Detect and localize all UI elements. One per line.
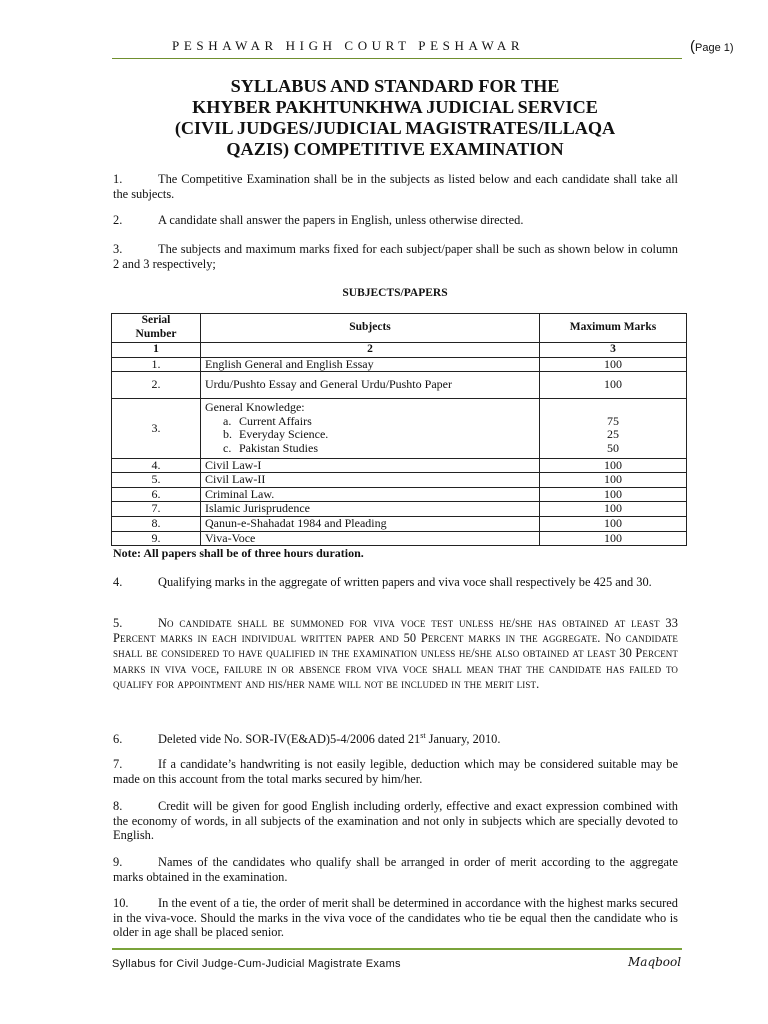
serial-cell: 4.	[112, 458, 201, 473]
subitem-marks: 75	[607, 413, 619, 428]
subject-cell: Criminal Law.	[201, 487, 540, 502]
paragraph-text: The subjects and maximum marks fixed for each subject/paper shall be such as shown below in column 2 and 3 respectively;	[113, 242, 678, 271]
subitem	[205, 428, 535, 442]
table-row	[112, 458, 687, 473]
paragraph-4	[113, 575, 678, 590]
paragraph-number: 2.	[113, 213, 123, 227]
serial-cell: 1.	[112, 357, 201, 372]
paragraph-text: If a candidate’s handwriting is not easily legible, deduction which may be considered suitable may be made on this account from the total marks secured by him/her.	[113, 757, 678, 786]
header-title: PESHAWAR HIGH COURT PESHAWAR	[172, 38, 525, 53]
footer-rule	[112, 948, 682, 950]
serial-cell: 5.	[112, 473, 201, 488]
subitem-text: Pakistan Studies	[239, 440, 319, 455]
col-number: 1	[112, 343, 201, 358]
paragraph-text: Credit will be given for good English including orderly, effective and exact expression combined with the economy of words, in all subjects of the examination and not only in subjects which are specially devoted to English.	[113, 799, 678, 843]
title-line: KHYBER PAKHTUNKHWA JUDICIAL SERVICE	[192, 97, 598, 117]
paragraph-text: A candidate shall answer the papers in English, unless otherwise directed.	[158, 213, 524, 227]
table-column-number-row	[112, 343, 687, 358]
footer-signature: Maqbool	[628, 955, 682, 969]
paragraph-number: 3.	[113, 242, 123, 256]
serial-cell: 2.	[112, 372, 201, 399]
marks-cell: 100	[540, 458, 687, 473]
paragraph-1	[113, 172, 678, 201]
subitem-text: Current Affairs	[239, 413, 312, 428]
paragraph-text: In the event of a tie, the order of merit shall be determined in accordance with the highest marks secured in the viva-voce. Should the marks in the viva voce of the candidates who tie be equal then the candidate who is older in age shall be placed senior.	[113, 896, 678, 940]
subject-cell: Civil Law-I	[201, 458, 540, 473]
table-row	[112, 531, 687, 546]
paragraph-number: 8.	[113, 799, 123, 813]
table-row	[112, 502, 687, 517]
marks-cell: 100	[540, 372, 687, 399]
table-row	[112, 399, 687, 458]
subitem-marks: 50	[607, 440, 619, 455]
table-heading: SUBJECTS/PAPERS	[342, 287, 448, 299]
table-row	[112, 516, 687, 531]
paragraph-text: January, 2010.	[425, 732, 501, 747]
subitem-label: b.	[223, 427, 232, 442]
header-max-marks: Maximum Marks	[540, 314, 687, 343]
paragraph-number: 4.	[113, 575, 123, 589]
page-number-open: (	[690, 38, 695, 55]
serial-cell: 8.	[112, 516, 201, 531]
superscript: st	[420, 731, 426, 740]
paragraph-8	[113, 799, 678, 843]
footer-text: Syllabus for Civil Judge-Cum-Judicial Magistrate Exams	[112, 958, 401, 970]
table-row	[112, 372, 687, 399]
table-note: Note: All papers shall be of three hours duration.	[113, 546, 364, 560]
page-number-label: Page 1	[695, 42, 730, 54]
paragraph-number: 5.	[113, 616, 123, 630]
paragraph-text: Deleted vide No. SOR-IV(E&AD)5-4/2006 dated 21	[158, 732, 421, 747]
paragraph-text: The Competitive Examination shall be in the subjects as listed below and each candidate shall take all the subjects.	[113, 172, 678, 201]
page-header	[112, 38, 682, 59]
paragraph-7	[113, 757, 678, 786]
subitem-label: c.	[223, 440, 232, 455]
paragraph-number: 7.	[113, 757, 123, 771]
subject-cell	[201, 399, 540, 458]
paragraph-text: Names of the candidates who qualify shall be arranged in order of merit according to the aggregate marks obtained in the examination.	[113, 855, 678, 884]
serial-cell: 6.	[112, 487, 201, 502]
subject-cell: Islamic Jurisprudence	[201, 502, 540, 517]
col-number: 3	[540, 343, 687, 358]
serial-cell: 3.	[112, 399, 201, 458]
paragraph-3	[113, 242, 678, 271]
title-line: (CIVIL JUDGES/JUDICIAL MAGISTRATES/ILLAQA	[174, 118, 616, 138]
subitem	[205, 415, 535, 429]
header-serial: Serial Number	[112, 314, 201, 343]
paragraph-6	[113, 729, 678, 747]
marks-cell: 100	[540, 473, 687, 488]
marks-cell: 100	[540, 487, 687, 502]
subitem-label: a.	[223, 413, 232, 428]
subitem-marks: 25	[607, 427, 619, 442]
paragraph-9	[113, 855, 678, 884]
paragraph-10	[113, 896, 678, 940]
table-row	[112, 473, 687, 488]
subject-cell: English General and English Essay	[201, 357, 540, 372]
document-title	[100, 76, 690, 160]
subject-cell: Civil Law-II	[201, 473, 540, 488]
subject-text: General Knowledge:	[205, 400, 305, 415]
paragraph-number: 6.	[113, 732, 123, 747]
page-number-close: )	[729, 42, 734, 54]
page-number	[690, 38, 734, 55]
subitem-text: Everyday Science.	[239, 427, 329, 442]
paragraph-2	[113, 213, 678, 228]
serial-cell: 9.	[112, 531, 201, 546]
paragraph-number: 10.	[113, 896, 129, 910]
marks-cell: 100	[540, 516, 687, 531]
table-header-row	[112, 314, 687, 343]
subject-cell: Viva-Voce	[201, 531, 540, 546]
paragraph-text: No candidate shall be summoned for viva voce test unless he/she has obtained at least 33 Percent marks in each individual written paper and 50 Percent marks in the aggregate. No candidate shall be considered to have qualified in the examination unless he/she also obtained at least 30 Percent marks in viva voce, failure in or absence from viva voce shall mean that the candidate has failed to qualify for appointment and his/her name will not be included in the merit list.	[113, 616, 678, 691]
marks-cell: 100	[540, 531, 687, 546]
col-number: 2	[201, 343, 540, 358]
marks-cell: 100	[540, 502, 687, 517]
header-subjects: Subjects	[201, 314, 540, 343]
paragraph-5	[113, 616, 678, 692]
serial-cell: 7.	[112, 502, 201, 517]
marks-cell	[540, 399, 687, 458]
table-row	[112, 487, 687, 502]
marks-cell: 100	[540, 357, 687, 372]
title-line: SYLLABUS AND STANDARD FOR THE	[230, 76, 560, 96]
table-row	[112, 357, 687, 372]
subject-cell: Urdu/Pushto Essay and General Urdu/Pushto Paper	[201, 372, 540, 399]
paragraph-number: 9.	[113, 855, 123, 869]
title-line: QAZIS) COMPETITIVE EXAMINATION	[226, 139, 564, 159]
subjects-table	[111, 313, 687, 546]
paragraph-text: Qualifying marks in the aggregate of written papers and viva voce shall respectively be 425 and 30.	[158, 575, 652, 589]
subject-cell: Qanun-e-Shahadat 1984 and Pleading	[201, 516, 540, 531]
subitem	[205, 442, 535, 456]
paragraph-number: 1.	[113, 172, 123, 186]
